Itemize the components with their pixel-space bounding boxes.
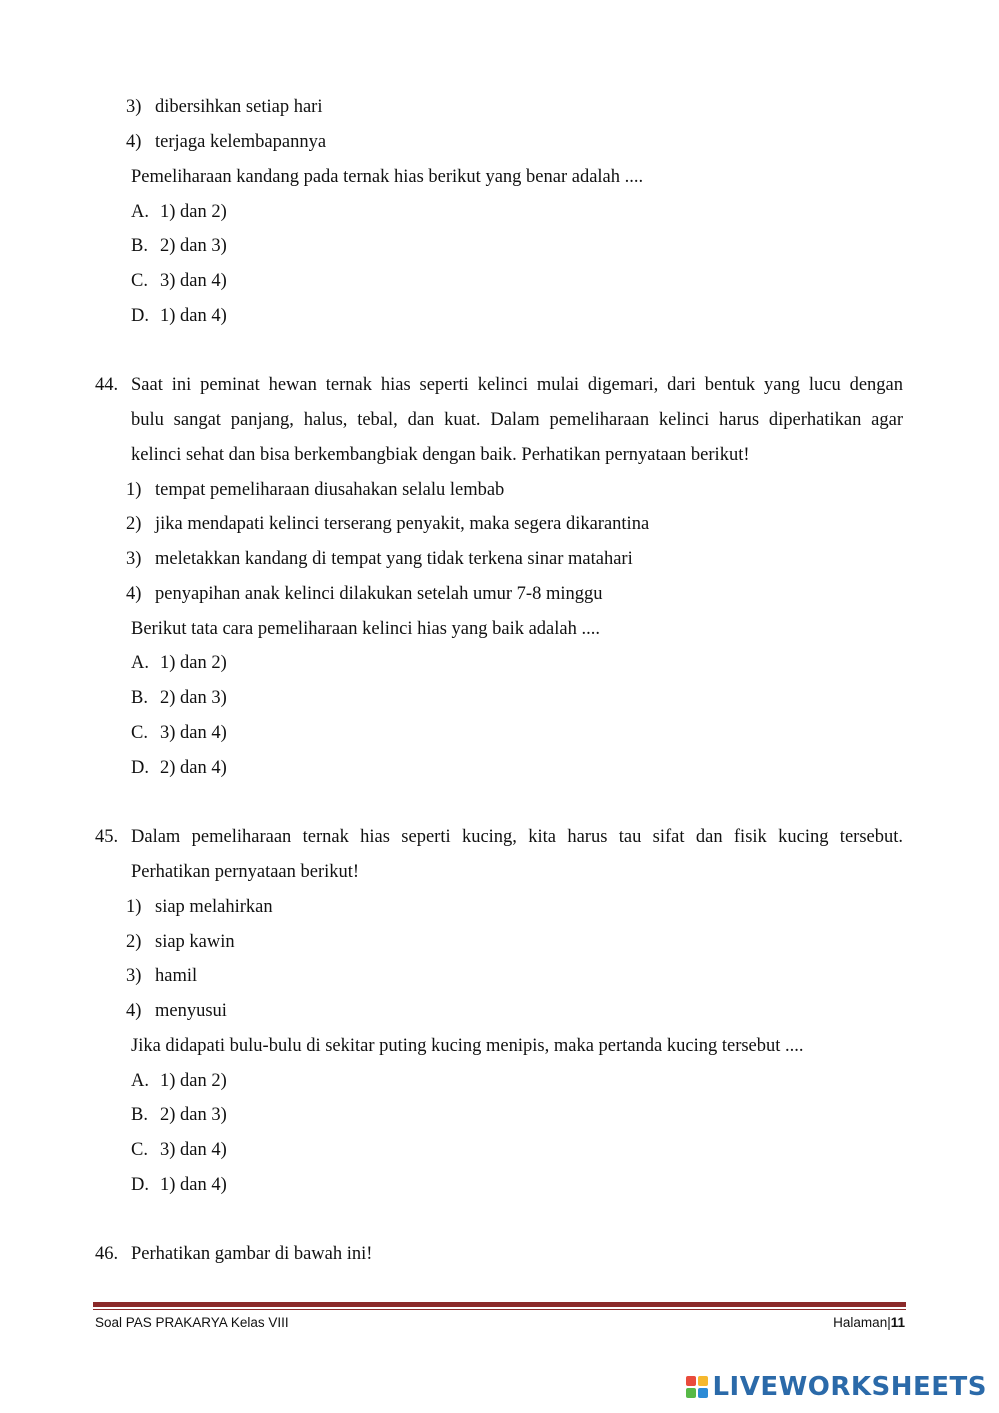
option-letter: C. bbox=[131, 271, 148, 291]
option-letter: C. bbox=[131, 1140, 148, 1160]
footer-page bbox=[833, 1314, 905, 1332]
option-text: 2) dan 3) bbox=[160, 236, 227, 256]
option-text: 2) dan 4) bbox=[160, 758, 227, 778]
logo-square-4 bbox=[698, 1388, 708, 1398]
option-text: 3) dan 4) bbox=[160, 1140, 227, 1160]
option-text: 1) dan 2) bbox=[160, 653, 227, 673]
footer-title: Soal PAS PRAKARYA Kelas VIII bbox=[95, 1315, 289, 1330]
stem-text: kelinci sehat dan bisa berkembangbiak dengan baik. Perhatikan pernyataan berikut! bbox=[131, 445, 750, 465]
stem-text: Perhatikan gambar di bawah ini! bbox=[131, 1244, 373, 1264]
option-text: 1) dan 4) bbox=[160, 306, 227, 326]
item-text: penyapihan anak kelinci dilakukan setelah umur 7-8 minggu bbox=[155, 584, 603, 604]
option-text: 3) dan 4) bbox=[160, 271, 227, 291]
prompt-text: Jika didapati bulu-bulu di sekitar puting kucing menipis, maka pertanda kucing tersebut .... bbox=[131, 1036, 804, 1056]
item-text: dibersihkan setiap hari bbox=[155, 97, 323, 117]
option-letter: A. bbox=[131, 653, 149, 673]
question-number: 46. bbox=[95, 1244, 119, 1264]
item-number: 3) bbox=[126, 549, 142, 569]
stem-text: Dalam pemeliharaan ternak hias seperti kucing, kita harus tau sifat dan fisik kucing tersebut. bbox=[131, 827, 903, 847]
item-number: 4) bbox=[126, 132, 142, 152]
item-number: 1) bbox=[126, 897, 142, 917]
item-text: jika mendapati kelinci terserang penyakit, maka segera dikarantina bbox=[155, 514, 650, 534]
option-text: 1) dan 2) bbox=[160, 1071, 227, 1091]
logo-text: LIVEWORKSHEETS bbox=[712, 1372, 987, 1402]
option-letter: B. bbox=[131, 688, 148, 708]
stem-text: Perhatikan pernyataan berikut! bbox=[131, 862, 360, 882]
item-text: siap melahirkan bbox=[155, 897, 273, 917]
option-letter: B. bbox=[131, 236, 148, 256]
item-text: terjaga kelembapannya bbox=[155, 132, 327, 152]
logo-square-1 bbox=[686, 1376, 696, 1386]
stem-text: Saat ini peminat hewan ternak hias seperti kelinci mulai digemari, dari bentuk yang lucu dengan bbox=[131, 375, 903, 395]
item-text: menyusui bbox=[155, 1001, 227, 1021]
page-number: 11 bbox=[890, 1315, 905, 1330]
question-number: 44. bbox=[95, 375, 119, 395]
option-letter: D. bbox=[131, 758, 149, 778]
prompt-text: Berikut tata cara pemeliharaan kelinci hias yang baik adalah .... bbox=[131, 619, 600, 639]
option-letter: A. bbox=[131, 1071, 149, 1091]
option-text: 1) dan 4) bbox=[160, 1175, 227, 1195]
stem-text: bulu sangat panjang, halus, tebal, dan kuat. Dalam pemeliharaan kelinci harus diperhatikan agar bbox=[131, 410, 903, 430]
item-number: 2) bbox=[126, 932, 142, 952]
option-text: 1) dan 2) bbox=[160, 202, 227, 222]
option-letter: A. bbox=[131, 202, 149, 222]
footer-divider-thin bbox=[93, 1309, 906, 1310]
prompt-text: Pemeliharaan kandang pada ternak hias berikut yang benar adalah .... bbox=[131, 167, 644, 187]
item-text: hamil bbox=[155, 966, 198, 986]
logo-square-3 bbox=[686, 1388, 696, 1398]
page-label: Halaman| bbox=[833, 1315, 891, 1330]
item-number: 2) bbox=[126, 514, 142, 534]
option-text: 2) dan 3) bbox=[160, 1105, 227, 1125]
item-number: 4) bbox=[126, 1001, 142, 1021]
option-text: 2) dan 3) bbox=[160, 688, 227, 708]
footer-divider bbox=[93, 1302, 906, 1307]
option-letter: D. bbox=[131, 1175, 149, 1195]
item-text: siap kawin bbox=[155, 932, 235, 952]
logo-square-2 bbox=[698, 1376, 708, 1386]
question-number: 45. bbox=[95, 827, 119, 847]
item-number: 1) bbox=[126, 480, 142, 500]
option-letter: D. bbox=[131, 306, 149, 326]
logo-squares-icon bbox=[686, 1376, 708, 1398]
option-text: 3) dan 4) bbox=[160, 723, 227, 743]
item-text: tempat pemeliharaan diusahakan selalu lembab bbox=[155, 480, 505, 500]
option-letter: B. bbox=[131, 1105, 148, 1125]
item-number: 3) bbox=[126, 97, 142, 117]
option-letter: C. bbox=[131, 723, 148, 743]
item-number: 3) bbox=[126, 966, 142, 986]
liveworksheets-logo[interactable] bbox=[686, 1370, 987, 1404]
item-text: meletakkan kandang di tempat yang tidak terkena sinar matahari bbox=[155, 549, 633, 569]
item-number: 4) bbox=[126, 584, 142, 604]
